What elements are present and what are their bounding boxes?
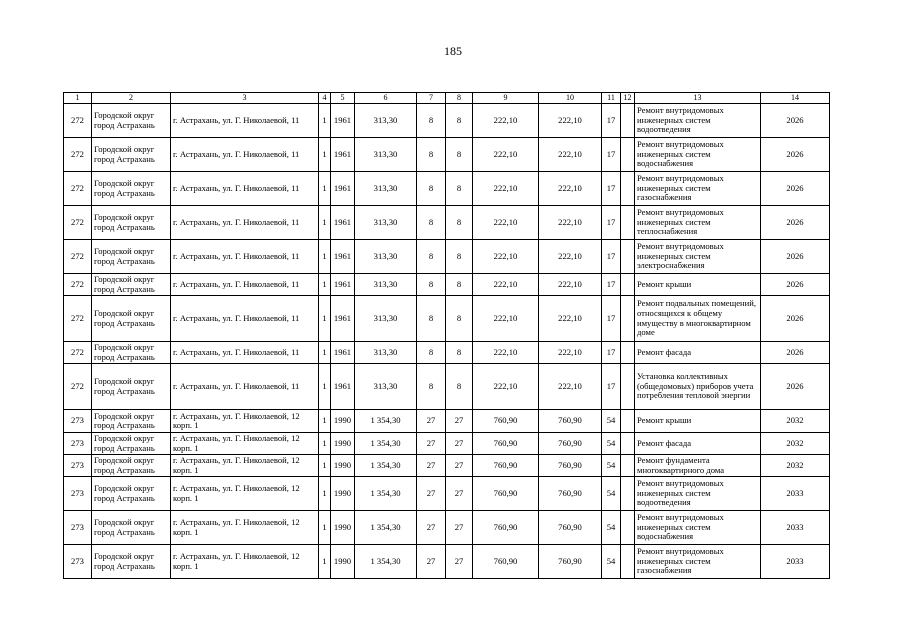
cell-municipality: Городской округ город Астрахань: [92, 296, 171, 342]
table-row: [64, 172, 830, 206]
cell-col-10: 222,10: [539, 172, 602, 206]
cell-col-4: 1: [319, 240, 331, 274]
cell-municipality: Городской округ город Астрахань: [92, 545, 171, 579]
cell-planned-year: 2032: [761, 410, 830, 433]
cell-col-12: [621, 342, 635, 364]
cell-municipality: Городской округ город Астрахань: [92, 240, 171, 274]
cell-total-area: 1 354,30: [355, 455, 417, 477]
cell-commissioning-year: 1990: [331, 477, 355, 511]
cell-row-number: 272: [64, 206, 92, 240]
cell-col-8: 8: [446, 206, 473, 240]
table-row: [64, 433, 830, 455]
cell-repair-type: Ремонт крыши: [635, 410, 761, 433]
capital-repair-table: [63, 92, 830, 579]
cell-col-11: 17: [602, 274, 621, 296]
cell-col-7: 27: [417, 410, 446, 433]
cell-col-11: 17: [602, 342, 621, 364]
cell-col-7: 8: [417, 172, 446, 206]
cell-col-8: 8: [446, 296, 473, 342]
cell-col-8: 27: [446, 455, 473, 477]
cell-repair-type: Ремонт крыши: [635, 274, 761, 296]
cell-address: г. Астрахань, ул. Г. Николаевой, 12 корп. 1: [171, 433, 319, 455]
cell-col-9: 760,90: [473, 511, 539, 545]
cell-commissioning-year: 1961: [331, 364, 355, 410]
cell-commissioning-year: 1961: [331, 138, 355, 172]
cell-row-number: 272: [64, 342, 92, 364]
cell-total-area: 1 354,30: [355, 477, 417, 511]
cell-repair-type: Ремонт внутридомовых инженерных систем водоснабжения: [635, 511, 761, 545]
column-header-2: 2: [92, 93, 171, 104]
table-row: [64, 104, 830, 138]
cell-repair-type: Ремонт подвальных помещений, относящихся к общему имуществу в многоквартирном доме: [635, 296, 761, 342]
cell-total-area: 1 354,30: [355, 433, 417, 455]
cell-address: г. Астрахань, ул. Г. Николаевой, 11: [171, 172, 319, 206]
cell-col-9: 222,10: [473, 296, 539, 342]
column-header-5: 5: [331, 93, 355, 104]
cell-row-number: 273: [64, 511, 92, 545]
column-header-1: 1: [64, 93, 92, 104]
cell-col-4: 1: [319, 410, 331, 433]
cell-col-11: 54: [602, 410, 621, 433]
cell-repair-type: Ремонт внутридомовых инженерных систем водоснабжения: [635, 138, 761, 172]
table-row: [64, 477, 830, 511]
cell-col-9: 760,90: [473, 455, 539, 477]
cell-commissioning-year: 1961: [331, 342, 355, 364]
cell-col-12: [621, 274, 635, 296]
table-row: [64, 410, 830, 433]
cell-municipality: Городской округ город Астрахань: [92, 433, 171, 455]
column-number-row: [64, 93, 830, 104]
cell-col-7: 27: [417, 455, 446, 477]
column-header-4: 4: [319, 93, 331, 104]
table-row: [64, 206, 830, 240]
cell-address: г. Астрахань, ул. Г. Николаевой, 11: [171, 342, 319, 364]
cell-col-12: [621, 364, 635, 410]
cell-total-area: 313,30: [355, 296, 417, 342]
cell-col-11: 54: [602, 455, 621, 477]
cell-col-10: 760,90: [539, 477, 602, 511]
cell-col-4: 1: [319, 511, 331, 545]
cell-col-4: 1: [319, 455, 331, 477]
table-row: [64, 364, 830, 410]
cell-planned-year: 2033: [761, 545, 830, 579]
cell-row-number: 272: [64, 104, 92, 138]
cell-total-area: 1 354,30: [355, 511, 417, 545]
cell-col-10: 222,10: [539, 296, 602, 342]
column-header-3: 3: [171, 93, 319, 104]
cell-col-4: 1: [319, 274, 331, 296]
cell-col-11: 54: [602, 433, 621, 455]
cell-col-9: 222,10: [473, 274, 539, 296]
cell-col-10: 222,10: [539, 342, 602, 364]
column-header-6: 6: [355, 93, 417, 104]
cell-col-9: 222,10: [473, 240, 539, 274]
cell-col-4: 1: [319, 172, 331, 206]
cell-col-4: 1: [319, 296, 331, 342]
cell-municipality: Городской округ город Астрахань: [92, 342, 171, 364]
cell-municipality: Городской округ город Астрахань: [92, 138, 171, 172]
table-row: [64, 545, 830, 579]
cell-col-8: 8: [446, 364, 473, 410]
table-row: [64, 511, 830, 545]
cell-col-11: 17: [602, 364, 621, 410]
cell-repair-type: Ремонт внутридомовых инженерных систем электроснабжения: [635, 240, 761, 274]
table-row: [64, 296, 830, 342]
cell-planned-year: 2026: [761, 172, 830, 206]
cell-municipality: Городской округ город Астрахань: [92, 206, 171, 240]
cell-commissioning-year: 1961: [331, 296, 355, 342]
cell-planned-year: 2026: [761, 104, 830, 138]
cell-address: г. Астрахань, ул. Г. Николаевой, 11: [171, 296, 319, 342]
cell-address: г. Астрахань, ул. Г. Николаевой, 12 корп. 1: [171, 511, 319, 545]
cell-commissioning-year: 1961: [331, 274, 355, 296]
cell-col-7: 27: [417, 511, 446, 545]
cell-commissioning-year: 1961: [331, 104, 355, 138]
cell-repair-type: Ремонт внутридомовых инженерных систем водоотведения: [635, 104, 761, 138]
cell-commissioning-year: 1990: [331, 511, 355, 545]
cell-planned-year: 2026: [761, 342, 830, 364]
cell-col-10: 222,10: [539, 274, 602, 296]
cell-address: г. Астрахань, ул. Г. Николаевой, 12 корп. 1: [171, 545, 319, 579]
cell-col-7: 8: [417, 206, 446, 240]
cell-municipality: Городской округ город Астрахань: [92, 172, 171, 206]
page-number: 185: [444, 44, 462, 58]
cell-planned-year: 2033: [761, 511, 830, 545]
cell-col-12: [621, 455, 635, 477]
cell-row-number: 273: [64, 455, 92, 477]
cell-commissioning-year: 1990: [331, 455, 355, 477]
table-body: [64, 104, 830, 579]
cell-row-number: 273: [64, 410, 92, 433]
cell-planned-year: 2026: [761, 138, 830, 172]
cell-total-area: 313,30: [355, 274, 417, 296]
cell-col-7: 8: [417, 274, 446, 296]
cell-col-11: 17: [602, 240, 621, 274]
cell-municipality: Городской округ город Астрахань: [92, 104, 171, 138]
cell-col-12: [621, 172, 635, 206]
cell-col-9: 222,10: [473, 206, 539, 240]
cell-municipality: Городской округ город Астрахань: [92, 455, 171, 477]
cell-col-7: 27: [417, 477, 446, 511]
cell-col-7: 27: [417, 433, 446, 455]
cell-municipality: Городской округ город Астрахань: [92, 477, 171, 511]
cell-col-10: 760,90: [539, 545, 602, 579]
cell-col-11: 17: [602, 296, 621, 342]
cell-commissioning-year: 1961: [331, 240, 355, 274]
cell-col-8: 27: [446, 410, 473, 433]
cell-col-8: 8: [446, 138, 473, 172]
column-header-11: 11: [602, 93, 621, 104]
cell-total-area: 313,30: [355, 240, 417, 274]
table-row: [64, 240, 830, 274]
cell-repair-type: Ремонт внутридомовых инженерных систем газоснабжения: [635, 545, 761, 579]
cell-planned-year: 2026: [761, 206, 830, 240]
cell-col-10: 222,10: [539, 206, 602, 240]
cell-col-10: 760,90: [539, 455, 602, 477]
cell-repair-type: Ремонт внутридомовых инженерных систем газоснабжения: [635, 172, 761, 206]
cell-address: г. Астрахань, ул. Г. Николаевой, 11: [171, 206, 319, 240]
cell-col-4: 1: [319, 206, 331, 240]
cell-col-9: 222,10: [473, 104, 539, 138]
cell-col-12: [621, 104, 635, 138]
cell-planned-year: 2033: [761, 477, 830, 511]
cell-col-10: 222,10: [539, 138, 602, 172]
cell-col-10: 760,90: [539, 511, 602, 545]
cell-municipality: Городской округ город Астрахань: [92, 410, 171, 433]
cell-col-11: 54: [602, 511, 621, 545]
cell-col-9: 222,10: [473, 172, 539, 206]
cell-col-8: 8: [446, 342, 473, 364]
column-header-10: 10: [539, 93, 602, 104]
column-header-13: 13: [635, 93, 761, 104]
cell-col-8: 8: [446, 274, 473, 296]
cell-col-4: 1: [319, 433, 331, 455]
cell-col-11: 54: [602, 477, 621, 511]
cell-planned-year: 2026: [761, 240, 830, 274]
column-header-7: 7: [417, 93, 446, 104]
cell-address: г. Астрахань, ул. Г. Николаевой, 11: [171, 364, 319, 410]
cell-commissioning-year: 1961: [331, 172, 355, 206]
cell-col-8: 8: [446, 104, 473, 138]
cell-col-11: 17: [602, 206, 621, 240]
cell-municipality: Городской округ город Астрахань: [92, 274, 171, 296]
cell-col-10: 760,90: [539, 410, 602, 433]
cell-total-area: 1 354,30: [355, 410, 417, 433]
cell-col-9: 760,90: [473, 433, 539, 455]
cell-col-8: 27: [446, 511, 473, 545]
cell-total-area: 313,30: [355, 364, 417, 410]
cell-col-7: 8: [417, 364, 446, 410]
cell-row-number: 272: [64, 296, 92, 342]
cell-planned-year: 2026: [761, 296, 830, 342]
cell-row-number: 273: [64, 477, 92, 511]
cell-row-number: 273: [64, 433, 92, 455]
cell-col-9: 760,90: [473, 410, 539, 433]
cell-col-11: 17: [602, 138, 621, 172]
cell-repair-type: Ремонт внутридомовых инженерных систем теплоснабжения: [635, 206, 761, 240]
cell-col-8: 27: [446, 477, 473, 511]
cell-repair-type: Ремонт фасада: [635, 433, 761, 455]
cell-commissioning-year: 1990: [331, 433, 355, 455]
cell-col-4: 1: [319, 104, 331, 138]
cell-col-4: 1: [319, 545, 331, 579]
cell-col-12: [621, 545, 635, 579]
cell-planned-year: 2026: [761, 274, 830, 296]
cell-row-number: 272: [64, 240, 92, 274]
column-header-14: 14: [761, 93, 830, 104]
table-row: [64, 138, 830, 172]
cell-col-10: 222,10: [539, 104, 602, 138]
cell-col-9: 760,90: [473, 545, 539, 579]
cell-col-7: 8: [417, 138, 446, 172]
cell-col-8: 27: [446, 545, 473, 579]
cell-col-12: [621, 433, 635, 455]
cell-municipality: Городской округ город Астрахань: [92, 364, 171, 410]
cell-col-12: [621, 206, 635, 240]
cell-col-8: 27: [446, 433, 473, 455]
cell-col-8: 8: [446, 240, 473, 274]
cell-total-area: 313,30: [355, 104, 417, 138]
cell-col-4: 1: [319, 364, 331, 410]
cell-col-7: 8: [417, 342, 446, 364]
column-header-9: 9: [473, 93, 539, 104]
cell-commissioning-year: 1990: [331, 545, 355, 579]
cell-row-number: 272: [64, 364, 92, 410]
cell-col-12: [621, 511, 635, 545]
cell-col-9: 760,90: [473, 477, 539, 511]
cell-col-9: 222,10: [473, 342, 539, 364]
cell-col-12: [621, 477, 635, 511]
cell-col-12: [621, 138, 635, 172]
cell-col-11: 17: [602, 104, 621, 138]
column-header-8: 8: [446, 93, 473, 104]
cell-col-10: 760,90: [539, 433, 602, 455]
cell-address: г. Астрахань, ул. Г. Николаевой, 12 корп. 1: [171, 477, 319, 511]
cell-col-10: 222,10: [539, 364, 602, 410]
cell-col-9: 222,10: [473, 138, 539, 172]
cell-col-12: [621, 410, 635, 433]
cell-repair-type: Установка коллективных (общедомовых) приборов учета потребления тепловой энергии: [635, 364, 761, 410]
cell-planned-year: 2032: [761, 433, 830, 455]
cell-total-area: 313,30: [355, 138, 417, 172]
cell-repair-type: Ремонт внутридомовых инженерных систем водоотведения: [635, 477, 761, 511]
cell-col-11: 54: [602, 545, 621, 579]
cell-col-7: 8: [417, 240, 446, 274]
cell-col-7: 27: [417, 545, 446, 579]
cell-planned-year: 2032: [761, 455, 830, 477]
cell-address: г. Астрахань, ул. Г. Николаевой, 11: [171, 104, 319, 138]
cell-col-4: 1: [319, 477, 331, 511]
cell-planned-year: 2026: [761, 364, 830, 410]
cell-row-number: 273: [64, 545, 92, 579]
cell-address: г. Астрахань, ул. Г. Николаевой, 12 корп. 1: [171, 410, 319, 433]
cell-address: г. Астрахань, ул. Г. Николаевой, 11: [171, 240, 319, 274]
cell-repair-type: Ремонт фундамента многоквартирного дома: [635, 455, 761, 477]
cell-col-4: 1: [319, 138, 331, 172]
cell-col-11: 17: [602, 172, 621, 206]
cell-commissioning-year: 1990: [331, 410, 355, 433]
cell-repair-type: Ремонт фасада: [635, 342, 761, 364]
cell-col-12: [621, 296, 635, 342]
cell-total-area: 1 354,30: [355, 545, 417, 579]
table-row: [64, 342, 830, 364]
cell-row-number: 272: [64, 274, 92, 296]
cell-total-area: 313,30: [355, 172, 417, 206]
column-header-12: 12: [621, 93, 635, 104]
cell-row-number: 272: [64, 138, 92, 172]
cell-col-7: 8: [417, 104, 446, 138]
table-row: [64, 455, 830, 477]
cell-col-12: [621, 240, 635, 274]
cell-col-9: 222,10: [473, 364, 539, 410]
cell-total-area: 313,30: [355, 206, 417, 240]
cell-commissioning-year: 1961: [331, 206, 355, 240]
cell-col-7: 8: [417, 296, 446, 342]
cell-address: г. Астрахань, ул. Г. Николаевой, 11: [171, 274, 319, 296]
cell-address: г. Астрахань, ул. Г. Николаевой, 11: [171, 138, 319, 172]
cell-row-number: 272: [64, 172, 92, 206]
cell-col-10: 222,10: [539, 240, 602, 274]
cell-total-area: 313,30: [355, 342, 417, 364]
cell-municipality: Городской округ город Астрахань: [92, 511, 171, 545]
table-row: [64, 274, 830, 296]
cell-col-4: 1: [319, 342, 331, 364]
cell-address: г. Астрахань, ул. Г. Николаевой, 12 корп. 1: [171, 455, 319, 477]
cell-col-8: 8: [446, 172, 473, 206]
